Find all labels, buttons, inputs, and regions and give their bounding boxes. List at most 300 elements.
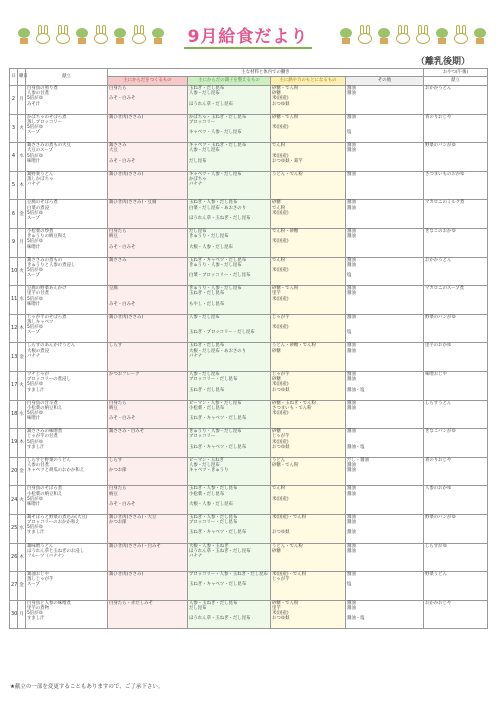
header-snack-group: おやつ(午後) (424, 69, 488, 77)
cell-line: みそ・白みそ (109, 158, 136, 164)
cell-line: 醤油 (347, 286, 356, 292)
cell-line: フルーツ（バナナ） (27, 553, 67, 559)
cell-line: 里芋 (272, 291, 281, 297)
snack-cell: 味噌おじや (424, 371, 488, 400)
snack-cell: 里芋のおかゆ (424, 343, 488, 372)
cell-line: 砂糖・でん粉 (272, 86, 299, 91)
cell-line: 白身魚のそぼろ煮 (27, 486, 63, 492)
cell-line: 鶏ささみの煮もの大豆 (27, 143, 71, 149)
cell-line: 米(国産) (272, 410, 289, 416)
cell-line: ブロッコリー (189, 119, 216, 125)
cell-line: 蒸しブロッコリー (27, 119, 63, 125)
snack-cell: マカロニのスープ煮 (424, 286, 488, 315)
cell-line: 玉ねぎ・だし昆布 (189, 291, 225, 297)
cell-line: 人参・だし昆布 (189, 148, 220, 154)
menu-row (10, 514, 488, 543)
cell-line: 蒸しキャベツ (27, 319, 54, 325)
snack-cell: 人参のおかゆ (424, 486, 488, 515)
cell-line: だし昆布 (189, 158, 207, 164)
page-header (0, 0, 496, 68)
green-ingredients-cell (188, 114, 271, 143)
cell-line: 小松菜の納豆和え (27, 405, 63, 411)
cell-line: スープ (27, 130, 40, 136)
cell-line: 鶏ひき肉(ささみ)・大豆 (109, 514, 157, 520)
snack-cell: きなこパンがゆ (424, 429, 488, 458)
menu-cell (26, 343, 108, 372)
cell-line: 鶏ひき肉(ささみ) (109, 114, 144, 120)
green-ingredients-cell (188, 572, 271, 601)
other-ingredients-cell (346, 314, 424, 343)
menu-cell (26, 457, 108, 486)
cell-line: 豆腐のそぼろ煮 (27, 200, 58, 206)
yellow-ingredients-cell (271, 514, 346, 543)
yellow-ingredients-cell (271, 343, 346, 372)
green-ingredients-cell (188, 400, 271, 429)
other-ingredients-cell (346, 171, 424, 200)
header-dow: 曜日 (18, 69, 26, 86)
cell-line: じゃが芋 (272, 434, 290, 440)
green-ingredients-cell (188, 343, 271, 372)
cell-line: 白身たら (109, 228, 127, 234)
cell-line: 5倍がゆ (27, 525, 43, 531)
day-cell: 27 (10, 572, 18, 601)
red-ingredients-cell (108, 457, 188, 486)
cell-line: すまし汁 (27, 530, 45, 536)
yellow-ingredients-cell (271, 171, 346, 200)
green-ingredients-cell (188, 171, 271, 200)
red-ingredients-cell (108, 343, 188, 372)
cell-line: 5倍がゆ (27, 124, 43, 130)
cell-line: 醤油 (347, 605, 356, 611)
cell-line: 米(国産) (272, 153, 289, 159)
cell-line: 蒸しかぼちゃ (27, 176, 54, 182)
cell-line: じゃが芋のそぼろ煮 (27, 314, 67, 320)
cell-line: かぼちゃ・玉ねぎ・だし昆布 (189, 114, 247, 120)
cell-line: 醤油 (347, 291, 356, 297)
cell-line: 人参の甘煮 (27, 462, 49, 468)
cell-line: 米(国産)・でん粉 (272, 572, 307, 578)
cell-line: 納豆 (109, 405, 118, 411)
cell-line (272, 502, 344, 507)
cell-line: 小松菜の納豆和え (27, 491, 63, 497)
menu-row (10, 600, 488, 629)
day-cell: 5 (10, 171, 18, 200)
cell-line: 白身魚の甘辛煮 (27, 400, 58, 406)
cell-line: きゅうりの納豆和え (27, 234, 67, 240)
cell-line (272, 302, 344, 307)
other-ingredients-cell (346, 400, 424, 429)
day-cell: 6 (10, 200, 18, 229)
cell-line: 醤油 (347, 371, 356, 377)
cell-line: 白身魚と人参の味噌煮 (27, 600, 71, 606)
cell-line: 塩 (347, 330, 352, 336)
red-ingredients-cell (108, 314, 188, 343)
cell-line: しらすと野菜のうどん (27, 457, 71, 463)
cell-line: うどん・砂糖・でん粉 (272, 343, 316, 349)
snack-cell: マカロニのミルク煮 (424, 200, 488, 229)
cell-line: 砂糖 (272, 429, 281, 435)
menu-cell (26, 514, 108, 543)
dow-cell: 金 (18, 200, 26, 229)
other-ingredients-cell (346, 86, 424, 115)
cell-line: 玉ねぎ・キャベツ・だし昆布 (189, 444, 247, 450)
cell-line: 醤油 (347, 200, 356, 206)
dow-cell: 木 (18, 543, 26, 572)
snack-cell: きなこのおかゆ (424, 228, 488, 257)
cell-line: 5倍がゆ (27, 239, 43, 245)
cell-line: ブロッコリー (189, 434, 216, 440)
cell-line: キャベツと胡瓜のおかか和え (27, 468, 85, 474)
cell-line: 醤油 (347, 205, 356, 211)
cell-line: 醤油 (347, 114, 356, 120)
cell-line: ほうれん草・玉ねぎ・だし昆布 (189, 548, 251, 554)
dow-cell: 木 (18, 429, 26, 458)
cell-line: しらす (109, 343, 123, 349)
cell-line: 里芋 (272, 605, 281, 611)
cell-line: 塩 (347, 582, 352, 588)
cell-line: 醤油 (347, 228, 356, 234)
cell-line: うどん・でん粉 (272, 171, 303, 177)
yellow-ingredients-cell (271, 257, 346, 286)
cell-line: 醤油 (347, 343, 356, 349)
cell-line: ほうれん草・玉ねぎ・だし昆布 (189, 215, 251, 221)
cell-line: だし昆布 (189, 228, 207, 234)
green-ingredients-cell (188, 286, 271, 315)
cell-line: 玉ねぎ・キャベツ・だし昆布 (189, 582, 247, 588)
cell-line: みそ・白みそ (109, 244, 136, 250)
red-ingredients-cell (108, 514, 188, 543)
day-cell: 19 (10, 429, 18, 458)
dow-cell: 木 (18, 171, 26, 200)
dow-cell: 金 (18, 343, 26, 372)
cell-line: 里芋の煮物 (27, 605, 49, 611)
day-cell: 10 (10, 257, 18, 286)
other-ingredients-cell (346, 514, 424, 543)
cell-line: 醤油 (347, 486, 356, 492)
cell-line: ツナじゃが (27, 371, 49, 377)
cell-line: 米(国産) (272, 611, 289, 617)
cell-line: しらす (109, 457, 123, 463)
green-ingredients-cell (188, 257, 271, 286)
cell-line: 味噌汁 (27, 158, 41, 164)
cell-line: おつゆ麸・葛芋 (272, 158, 303, 164)
yellow-ingredients-cell (271, 543, 346, 572)
cell-line: 玉ねぎ・だし昆布 (189, 387, 225, 393)
cell-line: 鶏ささみの味噌煮 (27, 429, 63, 435)
dow-cell: 水 (18, 400, 26, 429)
cell-line: 砂糖・でん粉 (272, 286, 299, 292)
cell-line: おつゆ麸 (272, 444, 290, 450)
cell-line: おつゆ麸 (272, 530, 290, 536)
menu-row (10, 143, 488, 172)
menu-cell (26, 486, 108, 515)
yellow-ingredients-cell (271, 200, 346, 229)
red-ingredients-cell (108, 486, 188, 515)
cell-line: 醤油 (347, 91, 356, 97)
cell-line: 砂糖・玉ねぎ・でん粉 (272, 400, 316, 406)
menu-row (10, 286, 488, 315)
cell-line: 鶏ひき肉(ささみ) (109, 572, 144, 578)
cell-line: すまし汁 (27, 387, 45, 393)
menu-cell (26, 400, 108, 429)
cell-line: きゅうりと人参の煮浸し (27, 262, 76, 268)
menu-row (10, 171, 488, 200)
cell-line: 醤油 (347, 405, 356, 411)
red-ingredients-cell (108, 400, 188, 429)
red-ingredients-cell (108, 257, 188, 286)
cell-line: かつおフレーク (109, 371, 140, 377)
cell-line: ほうれん草・玉ねぎ・だし昆布 (189, 616, 251, 622)
cell-line: 蒸しじゃが芋 (27, 577, 54, 583)
red-ingredients-cell (108, 143, 188, 172)
cell-line: 醤油 (347, 468, 356, 474)
day-cell: 4 (10, 143, 18, 172)
other-ingredients-cell (346, 343, 424, 372)
cell-line: 味噌汁 (27, 244, 41, 250)
cell-line (272, 216, 344, 221)
menu-row (10, 314, 488, 343)
cell-line: 醤油 (347, 143, 356, 149)
green-ingredients-cell (188, 228, 271, 257)
cell-line: 味噌汁 (27, 501, 41, 507)
cell-line: キャベツ・きゅうり (189, 468, 229, 474)
dow-cell: 水 (18, 286, 26, 315)
cell-line: 白菜・ブロッコリー・だし昆布 (189, 273, 251, 279)
cell-line: きゅうり・だし昆布 (189, 234, 229, 240)
red-ingredients-cell (108, 200, 188, 229)
page-subtitle: （離乳後期） (415, 57, 470, 67)
snack-cell: さつまいものおかゆ (424, 171, 488, 200)
cell-line: 米(国産) (272, 296, 289, 302)
cell-line: キャベツ・玉ねぎ・だし昆布 (189, 143, 247, 149)
other-ingredients-cell (346, 257, 424, 286)
menu-cell (26, 543, 108, 572)
cell-line: 塩 (347, 130, 352, 136)
cell-line: 砂糖 (272, 348, 281, 354)
cell-line: バナナ (27, 353, 41, 359)
cell-line: 鶏ひき肉(ささみ)・白みそ (109, 543, 161, 549)
cell-line: 醤油 (347, 348, 356, 354)
cell-line (109, 530, 186, 535)
cell-line: 醤油 (347, 514, 356, 520)
cell-line: 砂糖・でん粉 (272, 462, 299, 468)
day-cell: 30 (10, 600, 18, 629)
green-ingredients-cell (188, 86, 271, 115)
cell-line: 米(国産) (272, 210, 289, 216)
red-ingredients-cell (108, 171, 188, 200)
header-day: 日 (10, 69, 18, 86)
cell-line: きゅうり・人参・だし昆布 (189, 429, 242, 435)
cell-line (272, 330, 344, 335)
other-ingredients-cell (346, 228, 424, 257)
green-ingredients-cell (188, 314, 271, 343)
cell-line: 砂糖・でん粉 (272, 600, 299, 606)
other-ingredients-cell (346, 543, 424, 572)
red-ingredients-cell (108, 114, 188, 143)
cell-line: みそ汁 (27, 101, 41, 107)
cell-line: すまし汁 (27, 444, 45, 450)
green-ingredients-cell (188, 514, 271, 543)
cell-line (272, 416, 344, 421)
cell-line: ブロッコリーのおかか和え (27, 520, 80, 526)
cell-line: 砂糖 (272, 91, 281, 97)
cell-line: 豆腐 (109, 286, 118, 292)
cell-line: 玉ねぎ・キャベツ・だし昆布 (189, 530, 247, 536)
snack-cell: しらすうどん (424, 400, 488, 429)
cell-line: 人参・だし昆布 (189, 371, 220, 377)
cell-line: 5倍がゆ (27, 325, 43, 331)
cell-line: さつまいも・でん粉 (272, 405, 312, 411)
cell-line: 白身たら (109, 86, 127, 91)
day-cell: 9 (10, 228, 18, 257)
cell-line: 小松菜の炒煮 (27, 228, 54, 234)
cell-line: 玉ねぎ・ブロッコリー・だし昆布 (189, 330, 255, 336)
day-cell: 2 (10, 86, 18, 115)
yellow-ingredients-cell (271, 572, 346, 601)
cell-line: みそ・白みそ (109, 301, 136, 307)
green-ingredients-cell (188, 600, 271, 629)
cell-line: みそ・白みそ (109, 501, 136, 507)
cell-line: 醤油 (347, 171, 356, 177)
snack-cell: 青のりおじや (424, 114, 488, 143)
menu-cell (26, 286, 108, 315)
cell-line: 鶏ひき肉(ささみ)・豆腐 (109, 200, 157, 206)
menu-row (10, 486, 488, 515)
cell-line: 5倍がゆ (27, 382, 43, 388)
dow-cell: 金 (18, 572, 26, 601)
day-cell: 18 (10, 400, 18, 429)
dow-cell: 水 (18, 143, 26, 172)
cell-line: ブロッコリーの煮浸し (27, 377, 71, 383)
cell-line: 大根・人参・だし昆布 (189, 501, 233, 507)
other-ingredients-cell (346, 600, 424, 629)
cell-line: 醤油 (347, 600, 356, 606)
cell-line: 5倍がゆ (27, 496, 43, 502)
dow-cell: 木 (18, 314, 26, 343)
cell-line: みそ・白みそ (109, 416, 136, 422)
cell-line: バナナ (189, 182, 203, 188)
cell-line: 米(国産) (272, 325, 289, 331)
cell-line: バナナ (27, 182, 41, 188)
cell-line: でん粉 (272, 143, 286, 149)
cell-line: 鶏そぼろと野菜の煮込み(大豆) (27, 514, 88, 520)
cell-line: 人参・玉ねぎ・だし昆布 (189, 600, 238, 606)
cell-line: スープ (27, 273, 40, 279)
yellow-ingredients-cell (271, 400, 346, 429)
cell-line: ブロッコリー・だし昆布 (189, 520, 238, 526)
cell-line: 醤油 (347, 429, 356, 435)
day-cell: 3 (10, 114, 18, 143)
cell-line: 塩 (347, 273, 352, 279)
cell-line: 大根の煮浸 (27, 348, 49, 354)
cell-line: 白身たら・赤だしみそ (109, 600, 153, 606)
menu-row (10, 371, 488, 400)
day-cell: 20 (10, 457, 18, 486)
cell-line: しらすのあんかけうどん (27, 343, 76, 349)
cell-line: 醤油・塩 (347, 444, 365, 450)
cell-line: 玉ねぎ・人参・だし昆布 (189, 514, 238, 520)
cell-line: じゃが芋 (272, 577, 290, 583)
cell-line: 醤油 (347, 520, 356, 526)
cell-line: だし昆布 (189, 605, 207, 611)
cell-line: でん粉・砂糖 (272, 228, 299, 234)
red-ingredients-cell (108, 572, 188, 601)
menu-cell (26, 371, 108, 400)
cell-line: ほうれん草と玉ねぎのお浸し (27, 548, 85, 554)
cell-line: 大根・だし昆布・あおさのり (189, 348, 247, 354)
day-cell: 17 (10, 371, 18, 400)
cell-line: 米(国産) (272, 382, 289, 388)
yellow-ingredients-cell (271, 486, 346, 515)
menu-cell (26, 257, 108, 286)
cell-line: きゅうり・人参・だし昆布 (189, 262, 242, 268)
red-ingredients-cell (108, 429, 188, 458)
cell-line: 鶏味噌うどん (27, 543, 54, 549)
yellow-ingredients-cell (271, 114, 346, 143)
cell-line (272, 273, 344, 278)
yellow-ingredients-cell (271, 143, 346, 172)
cell-line: 醤油 (347, 234, 356, 240)
menu-cell (26, 171, 108, 200)
other-ingredients-cell (346, 200, 424, 229)
green-ingredients-cell (188, 457, 271, 486)
green-ingredients-cell (188, 143, 271, 172)
cell-line: 大根・人参・玉ねぎ (189, 543, 229, 549)
day-cell: 11 (10, 286, 18, 315)
cell-line: 醤油 (347, 462, 356, 468)
cell-line: すまし汁 (27, 616, 45, 622)
cell-line: 玉ねぎ・だし昆布 (189, 86, 225, 91)
yellow-ingredients-cell (271, 286, 346, 315)
red-ingredients-cell (108, 228, 188, 257)
cell-line: 人参・だし昆布 (189, 462, 220, 468)
other-ingredients-cell (346, 486, 424, 515)
menu-row (10, 86, 488, 115)
cell-line: じゃが芋 (272, 314, 290, 320)
cell-line: 醤油 (347, 543, 356, 549)
red-ingredients-cell (108, 371, 188, 400)
menu-row (10, 200, 488, 229)
dow-cell: 火 (18, 486, 26, 515)
day-cell: 26 (10, 543, 18, 572)
cell-line: 納豆 (109, 234, 118, 240)
cell-line: 醤油 (347, 530, 356, 536)
cell-line: 鶏ささみの煮もの (27, 257, 63, 263)
cell-line: おつゆ麸 (272, 101, 290, 107)
menu-row (10, 114, 488, 143)
cell-line: 砂糖 (272, 377, 281, 383)
menu-row (10, 228, 488, 257)
header-other: その他 (346, 77, 424, 86)
bunny-decoration-right (340, 14, 486, 44)
menu-row (10, 543, 488, 572)
cell-line: 人参・だし昆布 (189, 314, 220, 320)
cell-line: 白菜・だし昆布・あおさのり (189, 205, 247, 211)
cell-line: でん粉 (272, 486, 286, 492)
menu-row (10, 429, 488, 458)
snack-cell: 野菜うどん (424, 572, 488, 601)
snack-cell: しらすがゆ (424, 543, 488, 572)
cell-line: スープ (27, 330, 40, 336)
cell-line: 5倍がゆ (27, 153, 43, 159)
cell-line: 醤油 (347, 377, 356, 383)
cell-line: 醤油 (347, 314, 356, 320)
cell-line: 玉ねぎ・キャベツ・だし昆布 (189, 416, 247, 422)
menu-cell (26, 600, 108, 629)
cell-line: ピーマン・玉ねぎ (189, 457, 224, 463)
header-ingredients-group: 主な材料と体内での働き (108, 69, 424, 77)
cell-line: 納豆 (109, 491, 118, 497)
